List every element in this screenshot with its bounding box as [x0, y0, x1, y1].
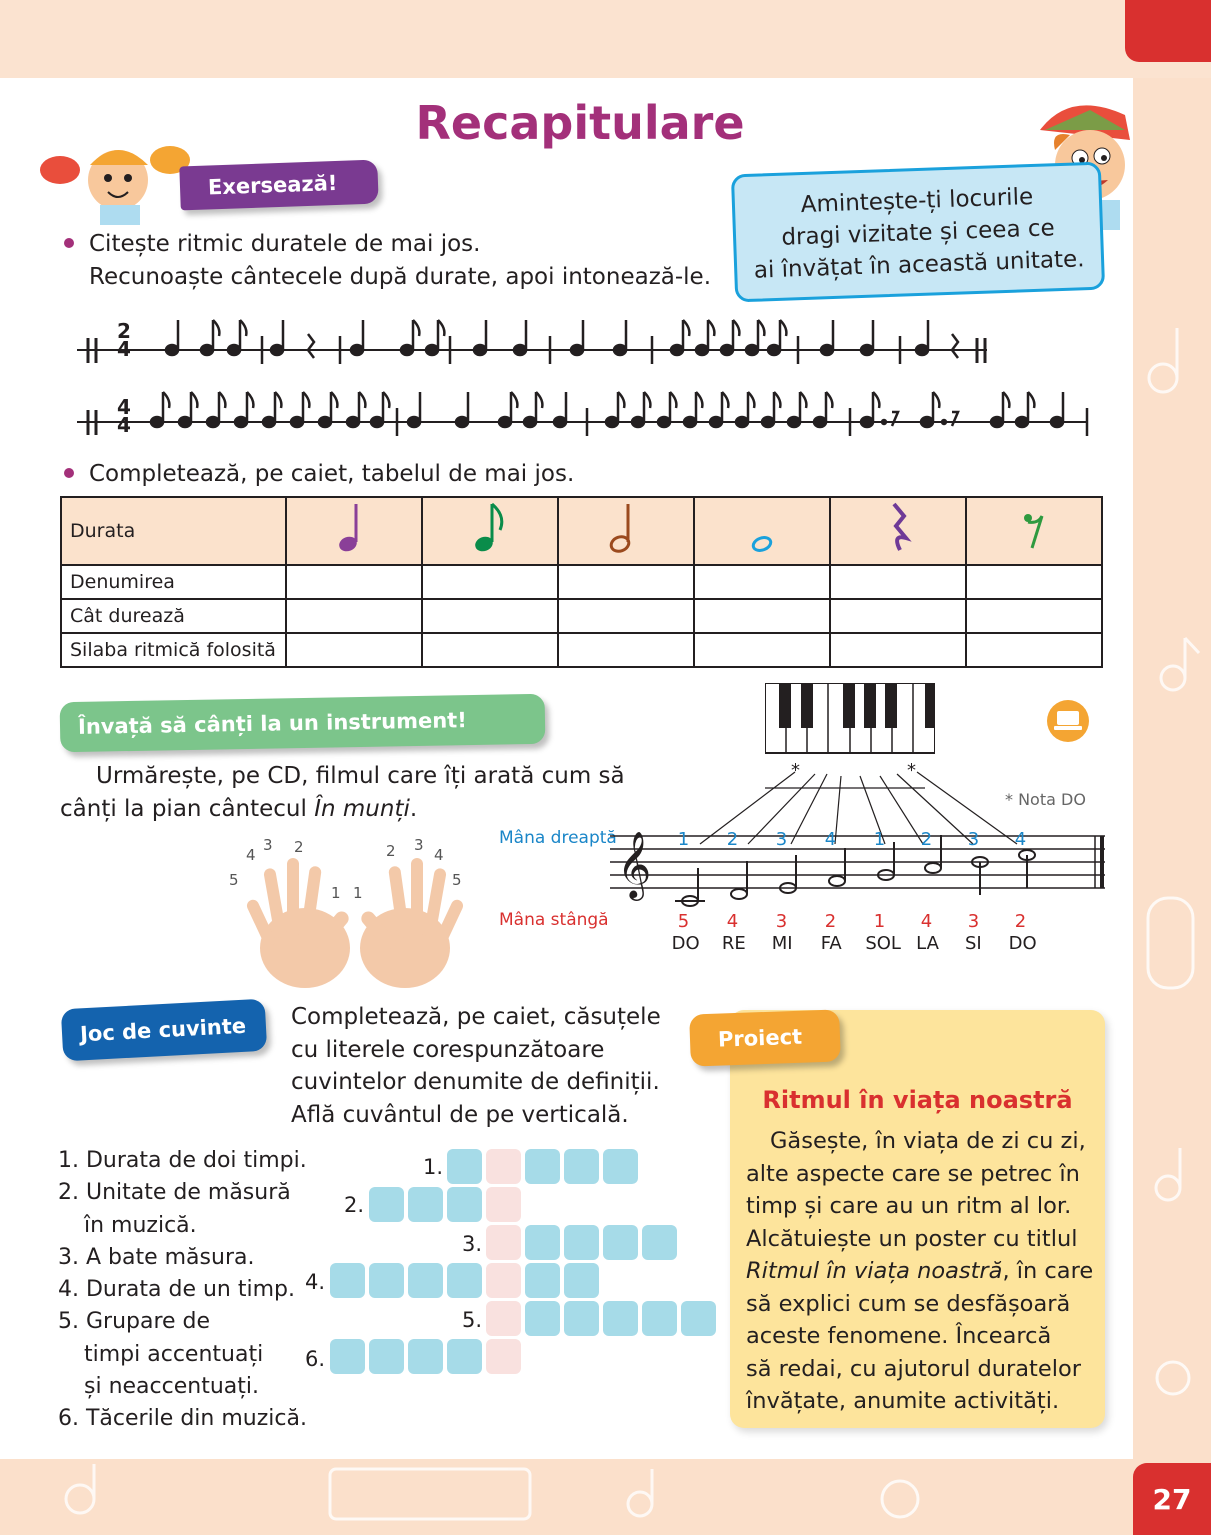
crossword-cell[interactable]	[408, 1263, 443, 1298]
left-hand-finger: 3	[775, 911, 788, 932]
crossword-cell[interactable]	[369, 1263, 404, 1298]
top-decor-strip	[0, 0, 1211, 78]
definition-5-cont: și neaccentuați.	[84, 1374, 259, 1400]
crossword-cell[interactable]	[525, 1149, 560, 1184]
quarter-note-icon	[286, 497, 422, 565]
finger-number: 1	[353, 884, 363, 902]
definition-5-cont: timpi accentuați	[84, 1341, 264, 1367]
reminder-line-2: dragi vizitate și ceea ce	[780, 215, 1056, 251]
row-label-denumirea: Denumirea	[61, 565, 286, 599]
instrument-label	[60, 694, 546, 752]
finger-number: 5	[452, 871, 462, 889]
right-hand-finger: 3	[775, 829, 788, 850]
joc-label	[61, 999, 267, 1062]
finger-number: 3	[263, 836, 273, 854]
crossword-cell-vertical[interactable]	[486, 1301, 521, 1336]
right-hand-label: Mâna dreaptă	[499, 828, 617, 848]
crossword-cell[interactable]	[330, 1339, 365, 1374]
instrument-text-1: Urmărește, pe CD, filmul care îți arată cum să	[96, 763, 625, 789]
crossword-cell[interactable]	[447, 1339, 482, 1374]
row-label-cat-dureaza: Cât durează	[61, 599, 286, 633]
proiect-label	[689, 1009, 841, 1066]
right-hand-finger: 3	[967, 829, 980, 850]
crossword-row-number: 2.	[344, 1193, 365, 1217]
right-hand-finger: 2	[920, 829, 933, 850]
time-signature-1-bottom: 4	[117, 337, 131, 361]
crossword-cell[interactable]	[642, 1301, 677, 1336]
left-hand-label: Mâna stângă	[499, 910, 609, 930]
finger-number: 2	[386, 842, 396, 860]
child-maracas-illustration-icon	[30, 130, 200, 225]
left-hand-finger: 5	[677, 911, 690, 932]
crossword-cell[interactable]	[564, 1149, 599, 1184]
time-signature-2-bottom: 4	[117, 413, 131, 437]
note-name: RE	[721, 933, 746, 954]
note-name: DO	[671, 933, 700, 954]
crossword-cell[interactable]	[408, 1339, 443, 1374]
bullet-icon	[64, 468, 74, 478]
row-label-silaba: Silaba ritmică folosită	[61, 633, 286, 667]
crossword-cell[interactable]	[525, 1263, 560, 1298]
crossword-cell[interactable]	[642, 1225, 677, 1260]
definition-4: 4. Durata de un timp.	[58, 1277, 295, 1303]
crossword-row-number: 6.	[305, 1347, 326, 1371]
time-signature-1-top: 2	[117, 319, 131, 343]
quarter-rest-icon	[830, 497, 966, 565]
bullet-icon	[64, 238, 74, 248]
crossword-cell[interactable]	[564, 1225, 599, 1260]
svg-text:*: *	[907, 760, 916, 781]
note-name: LA	[916, 933, 939, 954]
definition-3: 3. A bate măsura.	[58, 1244, 255, 1270]
joc-instruction: Completează, pe caiet, căsuțele cu literele corespunzătoare cuvintelor denumite de definiții. Află cuvântul de pe verticală.	[291, 1004, 661, 1128]
crossword-cell-vertical[interactable]	[486, 1187, 521, 1222]
durations-table	[60, 496, 1103, 668]
crossword-cell[interactable]	[564, 1263, 599, 1298]
crossword-cell-vertical[interactable]	[486, 1149, 521, 1184]
table-row	[61, 497, 1102, 565]
finger-number: 4	[434, 846, 444, 864]
reminder-line-3: ai învățat în această unitate.	[753, 246, 1085, 284]
left-hand-finger: 3	[967, 911, 980, 932]
proiect-title: Ritmul în viața noastră	[762, 1086, 1073, 1114]
instrument-label-text: Învață să cânți la un instrument!	[77, 708, 468, 739]
note-name: SOL	[865, 933, 901, 954]
left-hand-fingering	[677, 911, 1040, 933]
crossword-cell[interactable]	[603, 1225, 638, 1260]
crossword-row-number: 4.	[305, 1270, 326, 1294]
exerseaza-label-text: Exersează!	[207, 170, 338, 200]
svg-text:*: *	[791, 760, 800, 781]
note-name: SI	[964, 933, 982, 954]
table-instruction: Completează, pe caiet, tabelul de mai jos.	[89, 461, 575, 487]
right-hand-finger: 4	[824, 829, 837, 850]
table-row	[61, 599, 1102, 633]
note-name: MI	[771, 933, 793, 954]
note-name: FA	[820, 933, 842, 954]
corner-tab	[1125, 0, 1211, 62]
table-row	[61, 565, 1102, 599]
crossword-cell[interactable]	[525, 1301, 560, 1336]
rhythm-line-2	[72, 382, 1092, 452]
crossword-cell-vertical[interactable]	[486, 1339, 521, 1374]
crossword-cell[interactable]	[447, 1263, 482, 1298]
left-hand-finger: 2	[824, 911, 837, 932]
crossword-cell[interactable]	[408, 1187, 443, 1222]
finger-number: 4	[246, 846, 256, 864]
right-hand-finger: 2	[726, 829, 739, 850]
crossword-cell[interactable]	[369, 1187, 404, 1222]
eighth-rest-icon	[966, 497, 1102, 565]
svg-text:𝄞: 𝄞	[617, 830, 652, 898]
exerseaza-label	[179, 160, 378, 211]
crossword-cell[interactable]	[525, 1225, 560, 1260]
definition-2-cont: în muzică.	[84, 1212, 197, 1238]
finger-number: 1	[331, 884, 341, 902]
left-hand-finger: 2	[1014, 911, 1027, 932]
left-hand-finger: 1	[873, 911, 886, 932]
definition-6: 6. Tăcerile din muzică.	[58, 1406, 307, 1432]
left-hand-finger: 4	[726, 911, 739, 932]
hands-illustration-icon	[225, 838, 485, 988]
music-doodles-icon	[1133, 78, 1211, 1459]
crossword-cell[interactable]	[447, 1187, 482, 1222]
note-names-row	[671, 933, 1060, 955]
exerseaza-instruction-1: Citește ritmic duratele de mai jos.	[89, 231, 481, 257]
table-row	[61, 633, 1102, 667]
exerseaza-instruction-2: Recunoaște cântecele după durate, apoi intonează-le.	[89, 264, 712, 290]
proiect-label-text: Proiect	[717, 1024, 803, 1052]
time-signature-2-top: 4	[117, 395, 131, 419]
right-hand-finger: 4	[1014, 829, 1027, 850]
proiect-text: Găsește, în viața de zi cu zi, alte aspecte care se petrec în timp și care au un ritm al lor. Alcătuiește un poster cu titlul Ritmul în viața noastră, în care să explici cum se desfășoară aceste fenomene. Încearcă să redai, cu ajutorul duratelor învățate, anumite activități.	[746, 1128, 1094, 1414]
crossword-cell[interactable]	[603, 1149, 638, 1184]
half-note-icon	[558, 497, 694, 565]
eighth-note-icon	[422, 497, 558, 565]
crossword-cell[interactable]	[603, 1301, 638, 1336]
crossword-cell-vertical[interactable]	[486, 1225, 521, 1260]
left-hand-finger: 4	[920, 911, 933, 932]
right-hand-finger: 1	[873, 829, 886, 850]
instrument-text-2: cânți la pian cântecul În munți.	[60, 796, 418, 822]
reminder-line-1: Amintește-ți locurile	[800, 183, 1034, 219]
definition-1: 1. Durata de doi timpi.	[58, 1148, 307, 1173]
crossword-cell[interactable]	[447, 1149, 482, 1184]
video-laptop-icon[interactable]	[1046, 699, 1094, 743]
definition-5: 5. Grupare de	[58, 1309, 211, 1335]
crossword-row-number: 5.	[462, 1308, 483, 1332]
whole-note-icon	[694, 497, 830, 565]
crossword-cell[interactable]	[369, 1339, 404, 1374]
crossword-cell-vertical[interactable]	[486, 1263, 521, 1298]
finger-number: 5	[229, 871, 239, 889]
nota-do-footnote: * Nota DO	[1005, 790, 1086, 809]
finger-number: 3	[414, 836, 424, 854]
crossword-cell[interactable]	[330, 1263, 365, 1298]
note-name: DO	[1008, 933, 1037, 954]
joc-definitions	[58, 1145, 307, 1436]
definition-2: 2. Unitate de măsură	[58, 1180, 291, 1206]
crossword-row-number: 3.	[462, 1232, 483, 1256]
bottom-doodles-icon	[0, 1459, 1133, 1535]
crossword-cell[interactable]	[564, 1301, 599, 1336]
right-hand-fingering	[677, 829, 1040, 851]
page-title: Recapitulare	[415, 96, 745, 150]
rhythm-line-1	[72, 308, 992, 378]
crossword-row-number: 1.	[423, 1155, 444, 1179]
page-number: 27	[1133, 1463, 1211, 1535]
row-label-durata: Durata	[61, 497, 286, 565]
piano-keys-icon	[765, 683, 935, 755]
crossword-cell[interactable]	[681, 1301, 716, 1336]
right-hand-finger: 1	[677, 829, 690, 850]
reminder-bubble	[731, 162, 1105, 303]
joc-label-text: Joc de cuvinte	[79, 1013, 247, 1047]
finger-number: 2	[294, 838, 304, 856]
